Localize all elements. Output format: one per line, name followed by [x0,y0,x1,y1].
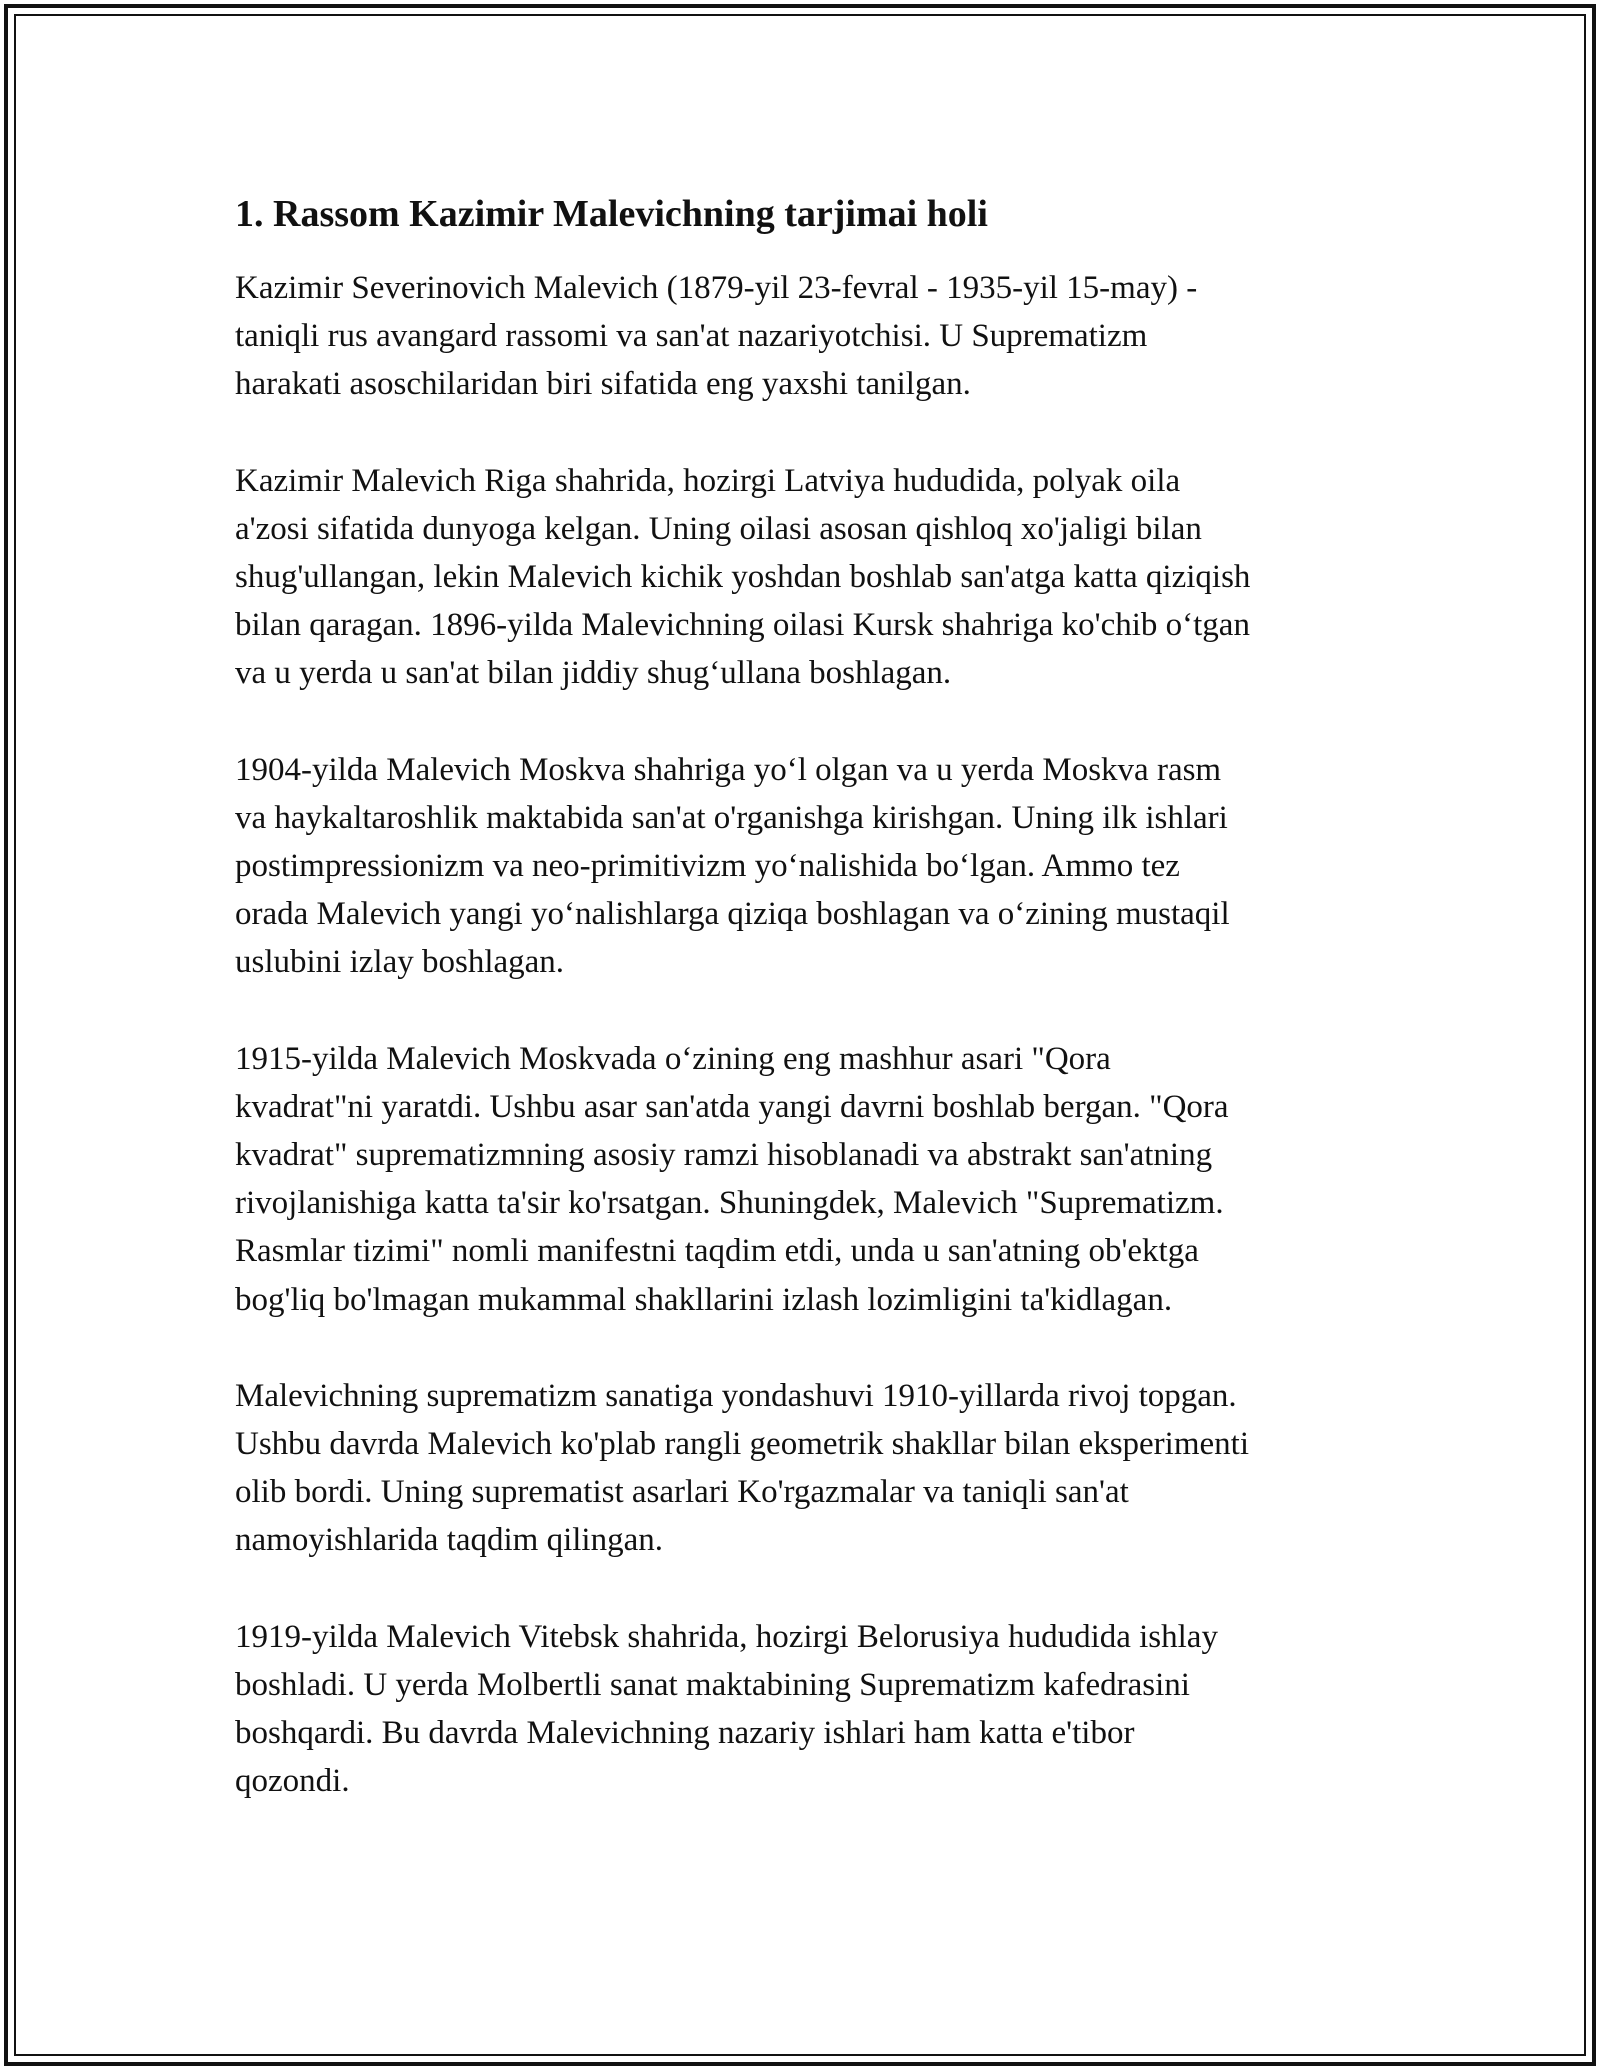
paragraph-line: boshqardi. Bu davrda Malevichning nazariy ishlari ham katta e'tibor [235,1715,1135,1752]
paragraph-line: Kazimir Malevich Riga shahrida, hozirgi Latviya hududida, polyak oila [235,462,1181,499]
paragraph-suprematism [235,1372,1375,1565]
paragraph-line: a'zosi sifatida dunyoga kelgan. Uning oilasi asosan qishloq xo'jaligi bilan [235,510,1202,547]
paragraph-line: rivojlanishiga katta ta'sir ko'rsatgan. Shuningdek, Malevich "Suprematizm. [235,1185,1224,1222]
paragraph-early-life [235,457,1375,698]
paragraph-line: Kazimir Severinovich Malevich (1879-yil 23-fevral - 1935-yil 15-may) - [235,270,1198,306]
paragraph-line: va u yerda u san'at bilan jiddiy shug‘ullana boshlagan. [235,655,952,692]
paragraph-vitebsk [235,1613,1375,1806]
paragraph-line: harakati asoschilaridan biri sifatida eng yaxshi tanilgan. [235,366,971,403]
paragraph-line: bog'liq bo'lmagan mukammal shakllarini izlash lozimligini ta'kidlagan. [235,1281,1173,1318]
document-body [235,188,1375,1853]
paragraph-line: taniqli rus avangard rassomi va san'at nazariyotchisi. U Suprematizm [235,318,1148,355]
paragraph-line: boshladi. U yerda Molbertli sanat maktabining Suprematizm kafedrasini [235,1666,1190,1703]
document-title: 1. Rassom Kazimir Malevichning tarjimai holi [235,193,988,235]
paragraph-black-square [235,1035,1375,1324]
paragraph-line: postimpressionizm va neo-primitivizm yo‘nalishida bo‘lgan. Ammo tez [235,848,1180,885]
paragraph-line: bilan qaragan. 1896-yilda Malevichning oilasi Kursk shahriga ko'chib o‘tgan [235,607,1250,644]
paragraph-line: qozondi. [235,1763,350,1800]
paragraph-line: kvadrat"ni yaratdi. Ushbu asar san'atda yangi davrni boshlab bergan. "Qora [235,1088,1229,1125]
paragraph-line: namoyishlarida taqdim qilingan. [235,1522,664,1559]
paragraph-line: shug'ullangan, lekin Malevich kichik yoshdan boshlab san'atga katta qiziqish [235,559,1251,596]
paragraph-line: 1915-yilda Malevich Moskvada o‘zining eng mashhur asari "Qora [235,1040,1111,1077]
paragraph-line: 1919-yilda Malevich Vitebsk shahrida, hozirgi Belorusiya hududida ishlay [235,1618,1218,1655]
paragraph-line: Ushbu davrda Malevich ko'plab rangli geometrik shakllar bilan eksperimenti [235,1426,1249,1463]
paragraph-line: Rasmlar tizimi" nomli manifestni taqdim etdi, unda u san'atning ob'ektga [235,1233,1199,1270]
paragraph-line: va haykaltaroshlik maktabida san'at o'rganishga kirishgan. Uning ilk ishlari [235,799,1228,836]
paragraph-line: orada Malevich yangi yo‘nalishlarga qiziqa boshlagan va o‘zining mustaqil [235,896,1230,933]
paragraph-line: Malevichning suprematizm sanatiga yondashuvi 1910-yillarda rivoj topgan. [235,1377,1237,1414]
paragraph-moscow [235,746,1375,987]
paragraph-line: uslubini izlay boshlagan. [235,944,565,981]
paragraph-line: 1904-yilda Malevich Moskva shahriga yo‘l olgan va u yerda Moskva rasm [235,751,1222,788]
paragraph-intro [235,264,1375,409]
paragraph-line: kvadrat" suprematizmning asosiy ramzi hisoblanadi va abstrakt san'atning [235,1137,1213,1174]
paragraph-line: olib bordi. Uning suprematist asarlari Ko'rgazmalar va taniqli san'at [235,1474,1129,1511]
